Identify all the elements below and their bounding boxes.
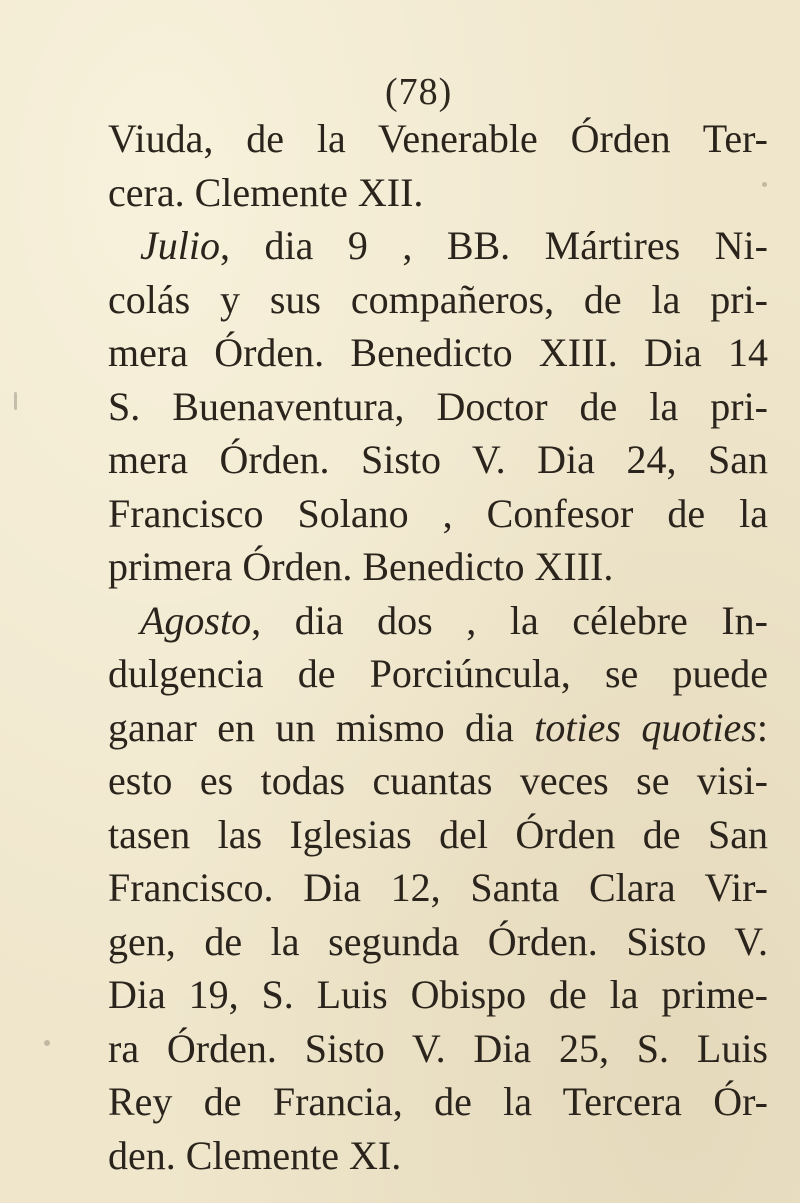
text-line: tasen las Iglesias del Órden de San (108, 811, 768, 857)
text-line: ra Órden. Sisto V. Dia 25, S. Luis (108, 1025, 768, 1071)
text-line: mera Órden. Benedicto XIII. Dia 14 (108, 330, 768, 375)
text-line: cera. Clemente XII. (108, 169, 424, 215)
text-line: Viuda, de la Venerable Órden Ter- (108, 116, 768, 161)
text-line: primera Órden. Benedicto XIII. (108, 544, 614, 589)
paper-speck (44, 1040, 50, 1046)
text-line: Francisco. Dia 12, Santa Clara Vir- (108, 865, 768, 910)
text-line: S. Buenaventura, Doctor de la pri- (108, 383, 768, 429)
month-heading: Julio (140, 223, 220, 268)
latin-phrase: toties quoties (534, 704, 757, 750)
text-line: Agosto, dia dos , la célebre In- (140, 597, 768, 643)
page-number: (78) (385, 71, 453, 113)
month-heading: Agosto (140, 597, 252, 643)
body-text (108, 112, 768, 1182)
text-line: Rey de Francia, de la Tercera Ór- (108, 1079, 768, 1124)
text-line: gen, de la segunda Órden. Sisto V. (108, 918, 768, 964)
text-line: colás y sus compañeros, de la pri- (108, 276, 768, 322)
text-line: den. Clemente XI. (108, 1132, 402, 1178)
text-line: Dia 19, S. Luis Obispo de la prime- (108, 972, 768, 1017)
text-line: mera Órden. Sisto V. Dia 24, San (108, 437, 768, 482)
text-line: dulgencia de Porciúncula, se puede (108, 651, 768, 696)
paper-speck (762, 182, 767, 187)
text-line: ganar en un mismo dia toties quoties: (108, 704, 768, 750)
text-line: esto es todas cuantas veces se visi- (108, 758, 768, 803)
text-line: Julio, dia 9 , BB. Mártires Ni- (140, 223, 768, 268)
paper-speck (14, 392, 17, 410)
text-line: Francisco Solano , Confesor de la (108, 490, 768, 536)
